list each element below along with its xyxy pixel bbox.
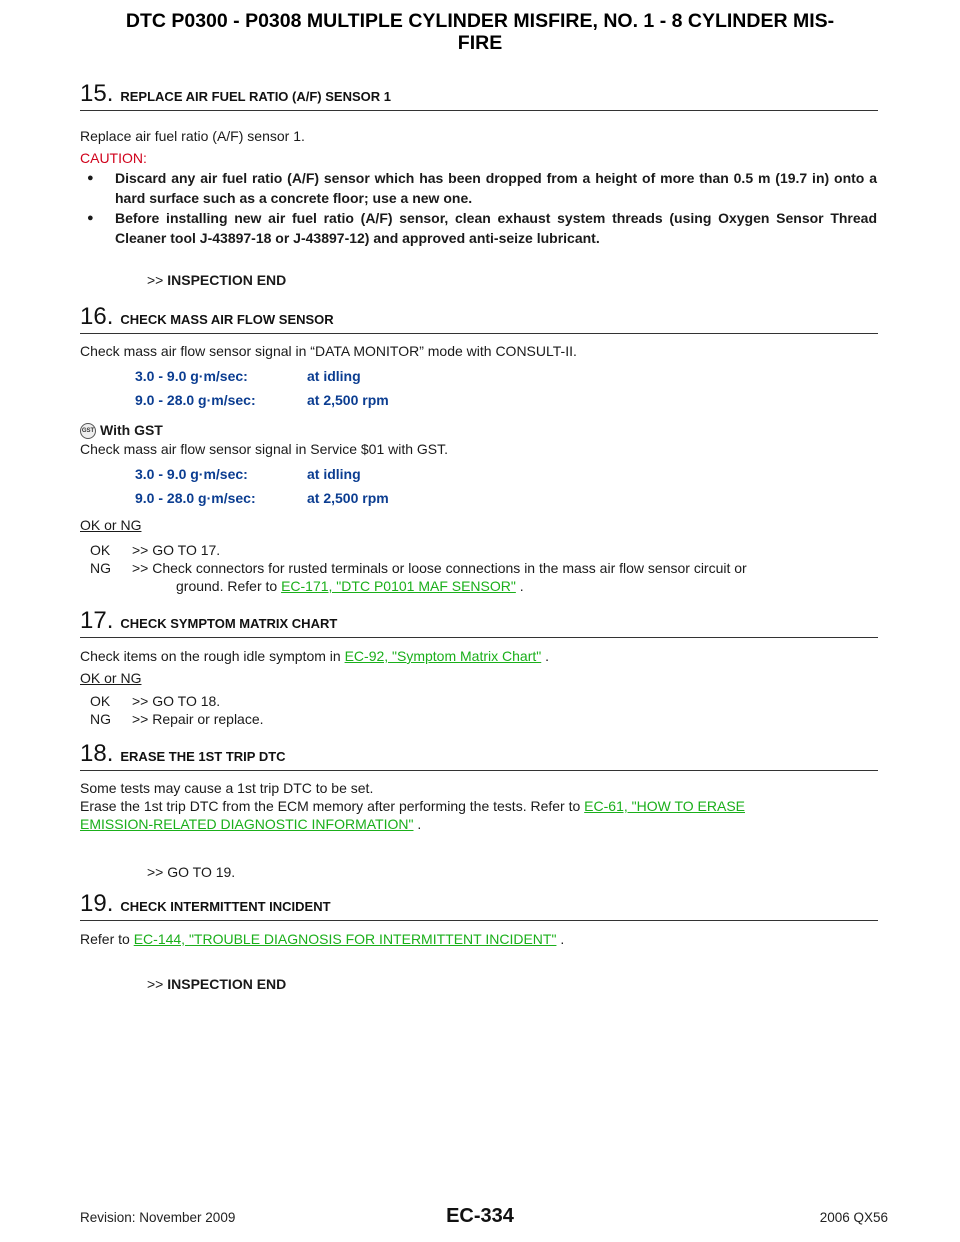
step-18-body-3 — [80, 816, 421, 833]
page-title — [0, 10, 960, 54]
link-symptom-matrix[interactable]: EC-92, "Symptom Matrix Chart" — [344, 648, 542, 664]
step-19-header — [80, 890, 878, 921]
ok-key: OK — [90, 693, 111, 709]
ok-value: >> GO TO 17. — [132, 542, 221, 558]
body-text-end: . — [541, 648, 550, 664]
spec-row — [135, 368, 361, 384]
spec-condition: at 2,500 rpm — [307, 392, 389, 408]
link-erase-dtc-continued[interactable]: EMISSION-RELATED DIAGNOSTIC INFORMATION" — [80, 816, 414, 832]
spec-value: 3.0 - 9.0 g·m/sec: — [135, 368, 248, 384]
step-number: 17. — [80, 607, 114, 634]
result-text: INSPECTION END — [167, 976, 287, 992]
link-maf-sensor[interactable]: EC-171, "DTC P0101 MAF SENSOR" — [281, 578, 516, 594]
step-16-body: Check mass air flow sensor signal in “DATA MONITOR” mode with CONSULT-II. — [80, 343, 577, 359]
gst-label: With GST — [100, 422, 163, 438]
step-18-body-1: Some tests may cause a 1st trip DTC to be set. — [80, 780, 374, 796]
bullet-icon: ● — [87, 172, 94, 184]
footer-page-number: EC-334 — [446, 1205, 514, 1227]
caution-label: CAUTION: — [80, 150, 147, 166]
step-title: REPLACE AIR FUEL RATIO (A/F) SENSOR 1 — [120, 89, 391, 104]
ok-ng-label: OK or NG — [80, 670, 142, 686]
ng-row — [90, 559, 878, 577]
ok-value: >> GO TO 18. — [132, 693, 221, 709]
step-18-body-2 — [80, 798, 878, 815]
result-arrow: >> — [147, 976, 164, 992]
step-17-header — [80, 607, 878, 638]
step-title: CHECK SYMPTOM MATRIX CHART — [120, 616, 338, 631]
spec-row — [135, 392, 389, 408]
spec-row — [135, 466, 361, 482]
step-15-body: Replace air fuel ratio (A/F) sensor 1. — [80, 128, 305, 144]
caution-bullet-1 — [87, 168, 877, 208]
step-number: 15. — [80, 80, 114, 107]
ok-ng-label: OK or NG — [80, 517, 142, 533]
ng-key: NG — [90, 560, 111, 576]
step-19-result — [147, 976, 286, 992]
link-erase-dtc[interactable]: EC-61, "HOW TO ERASE — [584, 798, 745, 814]
spec-value: 9.0 - 28.0 g·m/sec: — [135, 490, 256, 506]
gst-body: Check mass air flow sensor signal in Service $01 with GST. — [80, 441, 449, 457]
step-18-result: >> GO TO 19. — [147, 864, 236, 880]
step-18-header — [80, 740, 878, 771]
step-number: 19. — [80, 890, 114, 917]
body-text: Check items on the rough idle symptom in — [80, 648, 345, 664]
bullet-text: Discard any air fuel ratio (A/F) sensor which has been dropped from a height of more than 0.5 m (19.7 in) onto a hard surface such as a concrete floor; use a new one. — [115, 170, 877, 206]
spec-value: 9.0 - 28.0 g·m/sec: — [135, 392, 256, 408]
ng-row — [90, 710, 878, 728]
caution-bullet-2 — [87, 208, 877, 248]
spec-condition: at idling — [307, 466, 361, 482]
bullet-text: Before installing new air fuel ratio (A/F) sensor, clean exhaust system threads (using Oxygen Sensor Thread Cleaner tool J-43897-18 or J-43897-12) and approved anti-seize lubricant. — [115, 210, 877, 246]
step-17-body — [80, 648, 549, 665]
body-text-end: . — [413, 816, 422, 832]
page-title-line1: DTC P0300 - P0308 MULTIPLE CYLINDER MISFIRE, NO. 1 - 8 CYLINDER MIS- — [125, 10, 835, 32]
spec-condition: at 2,500 rpm — [307, 490, 389, 506]
step-number: 16. — [80, 303, 114, 330]
step-title: CHECK MASS AIR FLOW SENSOR — [120, 312, 334, 327]
step-16-header — [80, 303, 878, 334]
page-title-line2: FIRE — [457, 32, 503, 54]
ng-value: >> Check connectors for rusted terminals or loose connections in the mass air flow sensor circuit or — [132, 560, 747, 576]
result-arrow: >> — [147, 272, 164, 288]
body-text: Refer to — [80, 931, 134, 947]
bullet-icon: ● — [87, 212, 94, 224]
gst-icon: GST — [80, 423, 96, 439]
footer-model: 2006 QX56 — [819, 1210, 888, 1225]
spec-row — [135, 490, 389, 506]
ng-key: NG — [90, 711, 111, 727]
result-text: INSPECTION END — [167, 272, 287, 288]
footer-revision: Revision: November 2009 — [80, 1210, 236, 1225]
body-text-end: . — [556, 931, 565, 947]
step-title: ERASE THE 1ST TRIP DTC — [120, 749, 286, 764]
spec-condition: at idling — [307, 368, 361, 384]
ok-row — [90, 692, 878, 710]
spec-value: 3.0 - 9.0 g·m/sec: — [135, 466, 248, 482]
ng-row-continued — [176, 577, 876, 595]
link-intermittent-incident[interactable]: EC-144, "TROUBLE DIAGNOSIS FOR INTERMITTENT INCIDENT" — [133, 931, 557, 947]
step-15-result — [147, 272, 286, 288]
ng-value: >> Repair or replace. — [132, 711, 264, 727]
ok-row — [90, 541, 878, 559]
gst-heading — [80, 422, 163, 439]
step-title: CHECK INTERMITTENT INCIDENT — [120, 899, 331, 914]
ng-value-2a: ground. Refer to — [176, 578, 282, 594]
step-15-header — [80, 80, 878, 111]
step-19-body — [80, 931, 564, 948]
step-number: 18. — [80, 740, 114, 767]
ok-key: OK — [90, 542, 111, 558]
ng-value-2b: . — [515, 578, 524, 594]
body-text: Erase the 1st trip DTC from the ECM memory after performing the tests. Refer to — [80, 798, 585, 814]
